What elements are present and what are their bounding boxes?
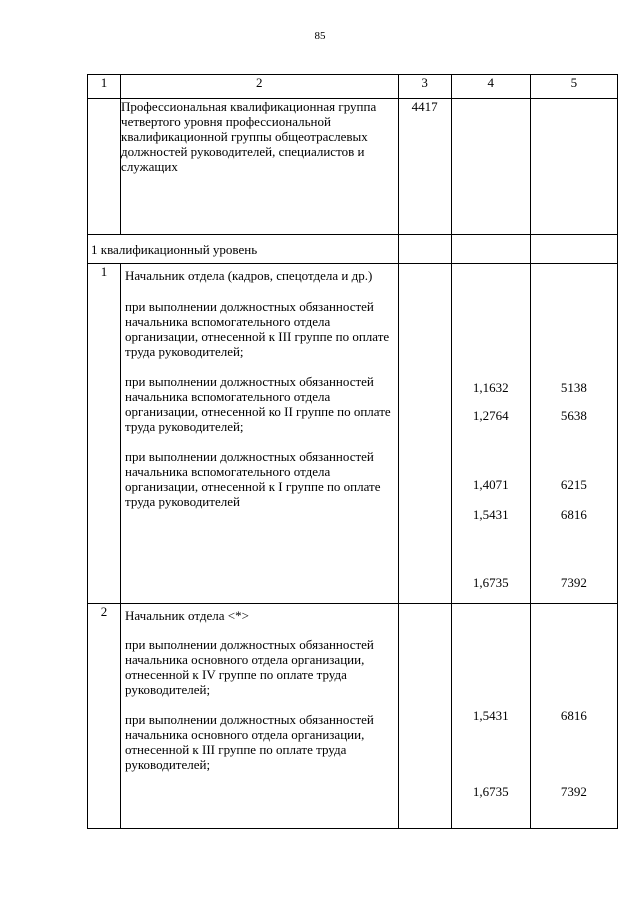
row-description bbox=[121, 604, 399, 829]
condition-text: при выполнении должностных обязанностей начальника основного отдела организации, отнесенной к III группе по оплате труда руководителей; bbox=[125, 712, 374, 772]
table-header-row bbox=[88, 75, 618, 99]
coefficient-value: 1,4071 bbox=[472, 477, 509, 492]
salary-value: 7392 bbox=[560, 575, 587, 590]
coefficient-value: 1,5431 bbox=[472, 507, 509, 522]
condition-text: при выполнении должностных обязанностей начальника вспомогательного отдела организации, отнесенной ко II группе по оплате труда руководителей; bbox=[125, 374, 391, 434]
position-title: Начальник отдела <*> bbox=[125, 608, 249, 623]
condition-text: при выполнении должностных обязанностей начальника основного отдела организации, отнесенной к IV группе по оплате труда руководителей; bbox=[125, 637, 374, 697]
header-cell: 2 bbox=[121, 75, 399, 99]
level-row bbox=[88, 235, 618, 264]
salary-value: 5138 bbox=[560, 380, 587, 395]
group-code: 4417 bbox=[398, 99, 451, 235]
row-description bbox=[121, 264, 399, 604]
salary-value: 5638 bbox=[560, 408, 587, 423]
qualification-table bbox=[87, 74, 618, 829]
salary-cell bbox=[530, 604, 617, 829]
coefficient-cell bbox=[451, 264, 530, 604]
level-title: 1 квалификационный уровень bbox=[88, 235, 399, 264]
header-cell: 3 bbox=[398, 75, 451, 99]
condition-text: при выполнении должностных обязанностей начальника вспомогательного отдела организации, отнесенной к III группе по оплате труда руководителей; bbox=[125, 299, 390, 359]
salary-cell bbox=[530, 264, 617, 604]
group-row bbox=[88, 99, 618, 235]
condition-text: при выполнении должностных обязанностей начальника вспомогательного отдела организации, отнесенной к I группе по оплате труда руководителей bbox=[125, 449, 381, 509]
row-number: 2 bbox=[88, 604, 121, 829]
salary-value: 6816 bbox=[560, 507, 587, 522]
table-row bbox=[88, 264, 618, 604]
coefficient-value: 1,6735 bbox=[472, 784, 509, 799]
table-row bbox=[88, 604, 618, 829]
salary-value: 7392 bbox=[560, 784, 587, 799]
row-number: 1 bbox=[88, 264, 121, 604]
coefficient-cell bbox=[451, 604, 530, 829]
salary-value: 6215 bbox=[560, 477, 587, 492]
coefficient-value: 1,5431 bbox=[472, 708, 509, 723]
salary-value: 6816 bbox=[560, 708, 587, 723]
group-title: Профессиональная квалификационная группа четвертого уровня профессиональной квалификационной группы общеотраслевых должностей руководителей, специалистов и служащих bbox=[121, 99, 399, 235]
page-number: 85 bbox=[314, 30, 326, 42]
coefficient-value: 1,2764 bbox=[472, 408, 509, 423]
position-title: Начальник отдела (кадров, спецотдела и др.) bbox=[125, 268, 373, 283]
header-cell: 1 bbox=[88, 75, 121, 99]
header-cell: 4 bbox=[451, 75, 530, 99]
header-cell: 5 bbox=[530, 75, 617, 99]
coefficient-value: 1,6735 bbox=[472, 575, 509, 590]
coefficient-value: 1,1632 bbox=[472, 380, 509, 395]
